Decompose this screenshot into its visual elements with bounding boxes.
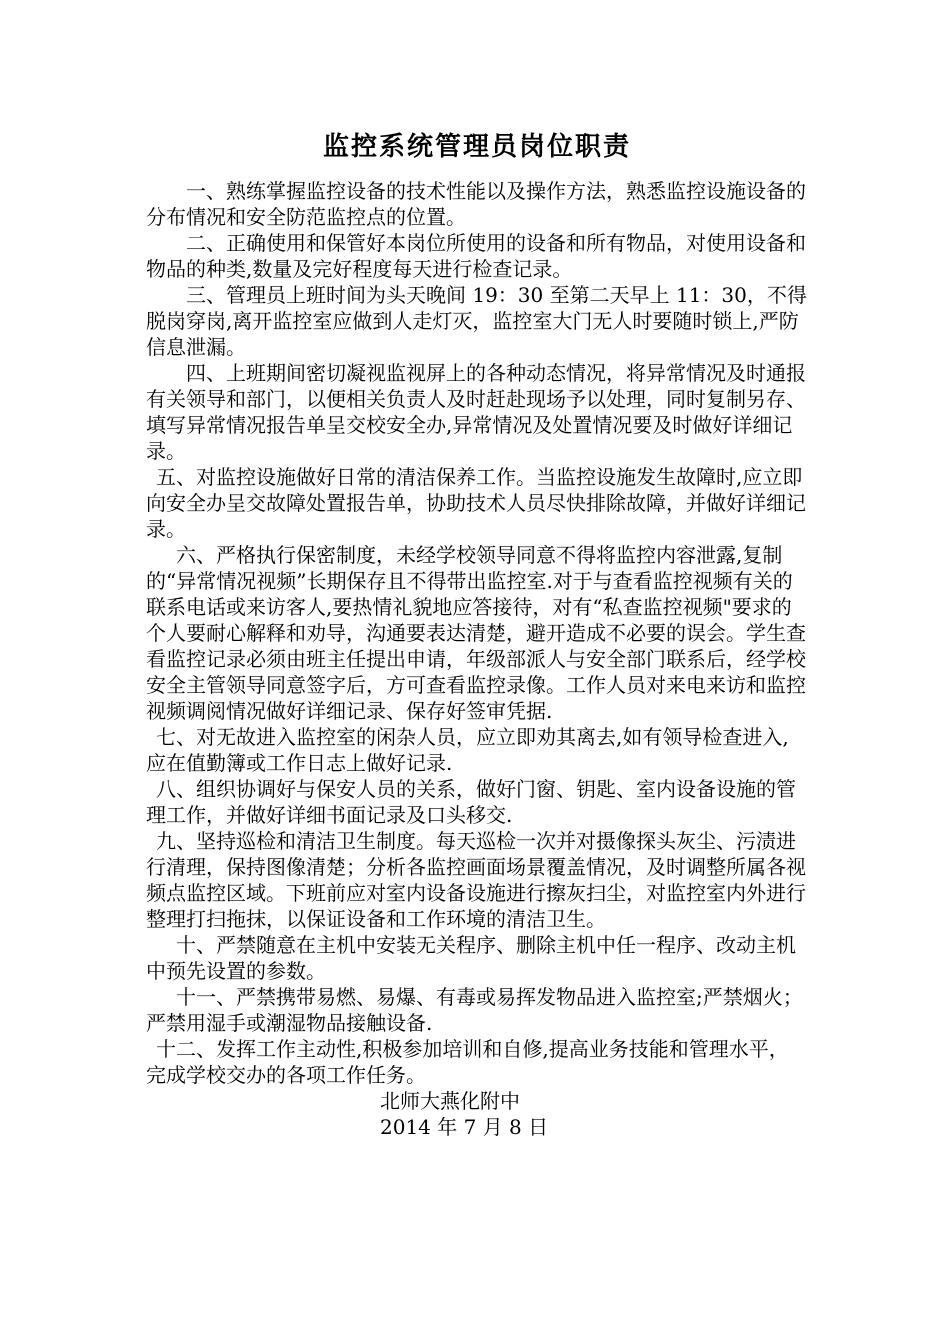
signature-date: 2014 年 7 月 8 日 bbox=[380, 1115, 549, 1139]
paragraph-1: 一、熟练掌握监控设备的技术性能以及操作方法，熟悉监控设施设备的分布情况和安全防范监控点的位置。 bbox=[146, 179, 806, 229]
paragraph-3: 三、管理员上班时间为头天晚间 19：30 至第二天早上 11：30，不得脱岗穿岗,离开监控室应做到人走灯灭，监控室大门无人时要随时锁上,严防信息泄漏。 bbox=[146, 283, 807, 359]
paragraph-11: 十一、严禁携带易燃、易爆、有毒或易挥发物品进入监控室;严禁烟火；严禁用湿手或潮湿物品接触设备. bbox=[146, 985, 803, 1035]
paragraph-7: 七、对无故进入监控室的闲杂人员，应立即劝其离去,如有领导检查进入,应在值勤簿或工作日志上做好记录. bbox=[146, 725, 789, 775]
paragraph-2: 二、正确使用和保管好本岗位所使用的设备和所有物品，对使用设备和物品的种类,数量及完好程度每天进行检查记录。 bbox=[146, 231, 806, 281]
paragraph-8: 八、组织协调好与保安人员的关系，做好门窗、钥匙、室内设备设施的管理工作，并做好详细书面记录及口头移交. bbox=[146, 777, 796, 827]
signature-organization: 北师大燕化附中 bbox=[380, 1089, 520, 1113]
paragraph-4: 四、上班期间密切凝视监视屏上的各种动态情况，将异常情况及时通报有关领导和部门，以便相关负责人及时赶赴现场予以处理，同时复制另存、填写异常情况报告单呈交校安全办,异常情况及处置情况要及时做好详细记录。 bbox=[146, 361, 806, 463]
paragraph-12: 十二、发挥工作主动性,积极参加培训和自修,提高业务技能和管理水平，完成学校交办的各项工作任务。 bbox=[146, 1037, 789, 1087]
paragraph-6: 六、严格执行保密制度，未经学校领导同意不得将监控内容泄露,复制的“异常情况视频”长期保存且不得带出监控室.对于与查看监控视频有关的联系电话或来访客人,要热情礼貌地应答接待，对有“私查监控视频"要求的个人要耐心解释和劝导，沟通要表达清楚，避开造成不必要的误会。学生查看监控记录必须由班主任提出申请，年级部派人与安全部门联系后，经学校安全主管领导同意签字后，方可查看监控录像。工作人员对来电来访和监控视频调阅情况做好详细记录、保存好签审凭据. bbox=[146, 543, 806, 723]
document-title: 监控系统管理员岗位职责 bbox=[322, 132, 631, 162]
paragraph-9: 九、坚持巡检和清洁卫生制度。每天巡检一次并对摄像探头灰尘、污渍进行清理，保持图像清楚；分析各监控画面场景覆盖情况，及时调整所属各视频点监控区域。下班前应对室内设备设施进行擦灰扫尘，对监控室内外进行整理打扫拖抹，以保证设备和工作环境的清洁卫生。 bbox=[146, 829, 806, 931]
document-page bbox=[146, 130, 808, 1140]
paragraph-10: 十、严禁随意在主机中安装无关程序、删除主机中任一程序、改动主机中预先设置的参数。 bbox=[146, 933, 796, 983]
paragraph-5: 五、对监控设施做好日常的清洁保养工作。当监控设施发生故障时,应立即向安全办呈交故障处置报告单，协助技术人员尽快排除故障，并做好详细记录。 bbox=[146, 465, 806, 541]
